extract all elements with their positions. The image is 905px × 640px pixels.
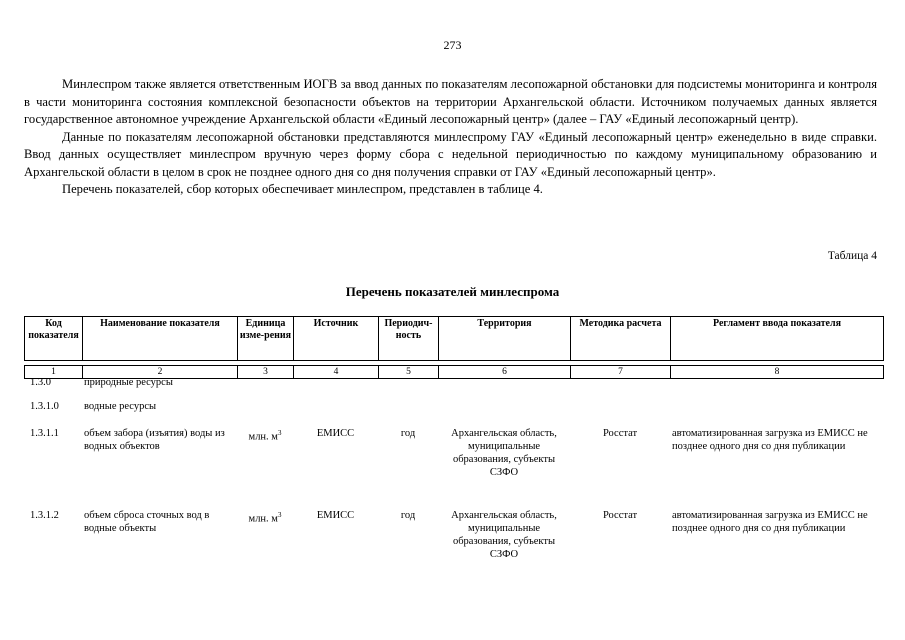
indicator-code: 1.3.1.1 bbox=[30, 428, 59, 439]
calculation-method: Росстат bbox=[602, 428, 638, 439]
unit-of-measure bbox=[237, 509, 293, 589]
column-number: 8 bbox=[671, 366, 884, 379]
indicator-code: 1.3.1.0 bbox=[30, 401, 59, 412]
table-body bbox=[24, 376, 883, 589]
paragraph: Минлеспром также является ответственным ИОГВ за ввод данных по показателям лесопожарной обстановки для подсистемы мониторинга и контроля в части мониторинга состояния комплексной безопасности объектов на территории Архангельской области. Источником получаемых данных является государственное автономное учреждение Архангельской области «Единый лесопожарный центр» (далее – ГАУ «Единый лесопожарный центр). bbox=[24, 77, 877, 126]
table-header bbox=[24, 316, 884, 379]
column-number: 2 bbox=[83, 366, 238, 379]
indicator-name: водные ресурсы bbox=[84, 401, 157, 412]
indicator-code: 1.3.1.2 bbox=[30, 510, 59, 521]
table-row bbox=[24, 427, 883, 509]
column-header: Регламент ввода показателя bbox=[671, 317, 884, 361]
column-number: 6 bbox=[439, 366, 571, 379]
column-header: Источник bbox=[294, 317, 379, 361]
table-row bbox=[24, 509, 883, 589]
unit-superscript: 3 bbox=[277, 429, 282, 437]
territory: Архангельская область, муниципальные образования, субъекты СЗФО bbox=[451, 510, 557, 560]
table-row bbox=[24, 376, 883, 400]
column-header: Наименование показателя bbox=[83, 317, 238, 361]
territory: Архангельская область, муниципальные образования, субъекты СЗФО bbox=[451, 428, 557, 478]
indicator-code: 1.3.0 bbox=[30, 377, 51, 388]
header-row bbox=[25, 317, 884, 361]
column-number: 4 bbox=[294, 366, 379, 379]
column-header: Методика расчета bbox=[571, 317, 671, 361]
periodicity: год bbox=[400, 428, 416, 439]
indicator-name: объем забора (изъятия) воды из водных объектов bbox=[84, 428, 225, 452]
table-title: Перечень показателей минлеспрома bbox=[345, 284, 560, 299]
indicator-name: природные ресурсы bbox=[84, 377, 173, 388]
data-source: ЕМИСС bbox=[316, 428, 355, 439]
column-header: Периодич-ность bbox=[379, 317, 439, 361]
column-header: Код показателя bbox=[25, 317, 83, 361]
unit-text: млн. м bbox=[248, 431, 278, 443]
column-header: Территория bbox=[439, 317, 571, 361]
paragraph: Данные по показателям лесопожарной обстановки представляются минлеспрому ГАУ «Единый лесопожарный центр» еженедельно в виде справки. Ввод данных осуществляет минлеспром вручную через форму сбора с недельной периодичностью по каждому муниципальному образованию и Архангельской области в целом в срок не позднее одного дня со дня получения справки от ГАУ «Единый лесопожарный центр». bbox=[24, 129, 877, 179]
column-number: 1 bbox=[25, 366, 83, 379]
unit-text: млн. м bbox=[248, 513, 278, 525]
indicator-name: объем сброса сточных вод в водные объекты bbox=[84, 510, 210, 534]
unit-superscript: 3 bbox=[277, 511, 282, 519]
table-label: Таблица 4 bbox=[827, 250, 877, 262]
periodicity: год bbox=[400, 510, 416, 521]
input-regulation: автоматизированная загрузка из ЕМИСС не позднее одного дня со дня публикации bbox=[672, 428, 868, 452]
column-number: 5 bbox=[379, 366, 439, 379]
data-source: ЕМИСС bbox=[316, 510, 355, 521]
column-number: 7 bbox=[571, 366, 671, 379]
body-text bbox=[24, 76, 877, 199]
table-row bbox=[24, 400, 883, 427]
column-number: 3 bbox=[238, 366, 294, 379]
input-regulation: автоматизированная загрузка из ЕМИСС не позднее одного дня со дня публикации bbox=[672, 510, 868, 534]
column-header: Единица изме-рения bbox=[238, 317, 294, 361]
page-number: 273 bbox=[443, 38, 462, 52]
calculation-method: Росстат bbox=[602, 510, 638, 521]
paragraph: Перечень показателей, сбор которых обеспечивает минлеспром, представлен в таблице 4. bbox=[62, 182, 543, 196]
unit-of-measure bbox=[237, 427, 293, 509]
